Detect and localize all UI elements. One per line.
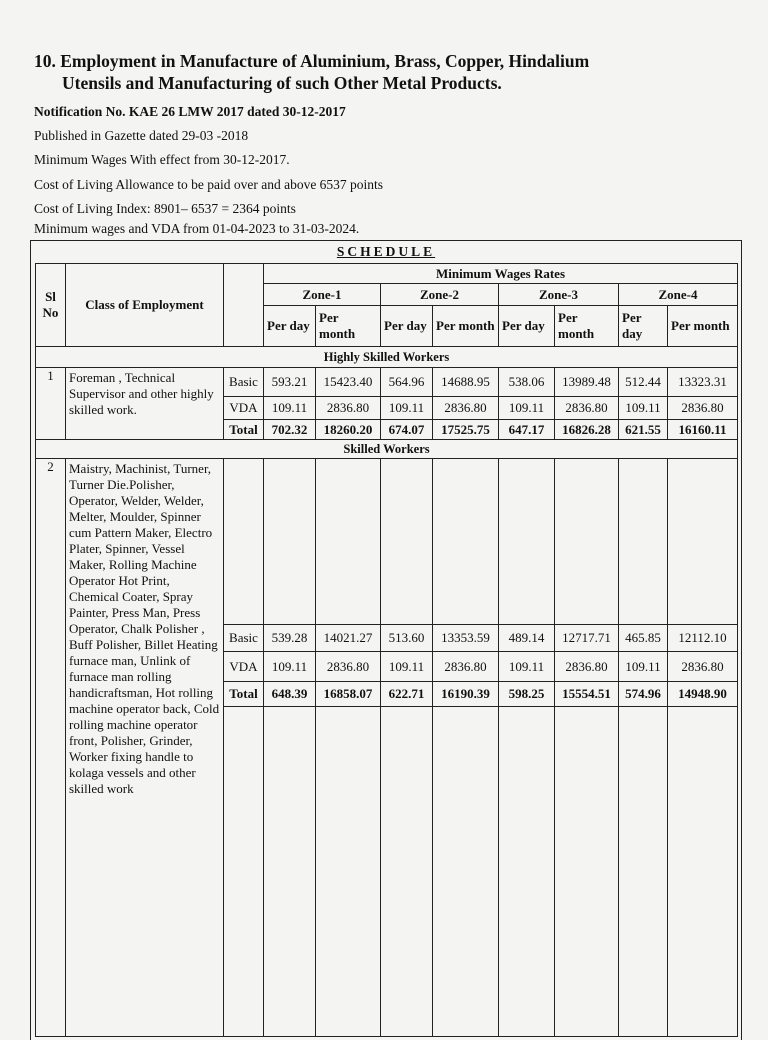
wage-cell: 465.85 xyxy=(619,625,668,652)
wage-cell: 2836.80 xyxy=(668,397,738,420)
wage-cell: 539.28 xyxy=(264,625,316,652)
wage-cell: 16160.11 xyxy=(668,420,738,440)
table-row xyxy=(36,459,738,625)
schedule-table-container xyxy=(30,240,742,1040)
wage-cell: 16858.07 xyxy=(316,682,381,707)
wage-cell: 13353.59 xyxy=(433,625,499,652)
row-label-vda: VDA xyxy=(224,652,264,682)
wage-cell: 2836.80 xyxy=(433,652,499,682)
wage-cell: 489.14 xyxy=(499,625,555,652)
wage-cell: 13989.48 xyxy=(555,368,619,397)
wage-cell: 109.11 xyxy=(619,652,668,682)
header-per-day-zone-2: Per day xyxy=(381,306,433,347)
header-per-month-zone-3: Per month xyxy=(555,306,619,347)
wage-cell: 702.32 xyxy=(264,420,316,440)
wage-cell: 12112.10 xyxy=(668,625,738,652)
effective-date: Minimum Wages With effect from 30-12-2017. xyxy=(34,152,290,167)
gazette-date: Published in Gazette dated 29-03 -2018 xyxy=(34,128,249,143)
section-skilled: Skilled Workers xyxy=(36,440,738,459)
wage-cell: 15423.40 xyxy=(316,368,381,397)
wage-cell: 13323.31 xyxy=(668,368,738,397)
header-sl-no: Sl No xyxy=(36,264,66,347)
wage-cell: 16826.28 xyxy=(555,420,619,440)
header-per-month-zone-4: Per month xyxy=(668,306,738,347)
vda-period: Minimum wages and VDA from 01-04-2023 to 31-03-2024. xyxy=(34,221,360,236)
cola-note: Cost of Living Allowance to be paid over and above 6537 points xyxy=(34,177,384,192)
table-row xyxy=(36,368,738,397)
wage-cell: 109.11 xyxy=(264,652,316,682)
wage-cell: 109.11 xyxy=(499,652,555,682)
wage-cell: 18260.20 xyxy=(316,420,381,440)
header-zone-1: Zone-1 xyxy=(264,284,381,306)
header-per-month-zone-1: Per month xyxy=(316,306,381,347)
wage-cell: 14948.90 xyxy=(668,682,738,707)
wage-cell: 564.96 xyxy=(381,368,433,397)
header-class: Class of Employment xyxy=(66,264,224,347)
wage-cell: 2836.80 xyxy=(316,397,381,420)
wage-cell: 621.55 xyxy=(619,420,668,440)
wage-cell: 2836.80 xyxy=(668,652,738,682)
wage-cell: 15554.51 xyxy=(555,682,619,707)
schedule-heading xyxy=(31,241,741,263)
sl-number: 1 xyxy=(36,368,66,440)
header-per-month-zone-2: Per month xyxy=(433,306,499,347)
header-per-day-zone-3: Per day xyxy=(499,306,555,347)
wage-cell: 598.25 xyxy=(499,682,555,707)
sl-number: 2 xyxy=(36,459,66,1037)
wage-cell: 2836.80 xyxy=(555,652,619,682)
header-zone-4: Zone-4 xyxy=(619,284,738,306)
row-label-total: Total xyxy=(224,682,264,707)
row-label-vda: VDA xyxy=(224,397,264,420)
schedule-heading-text: SCHEDULE xyxy=(336,244,436,259)
wage-cell: 109.11 xyxy=(264,397,316,420)
wage-cell: 2836.80 xyxy=(316,652,381,682)
notification-number: Notification No. KAE 26 LMW 2017 dated 30-12-2017 xyxy=(34,104,346,119)
class-of-employment: Foreman , Technical Supervisor and other highly skilled work. xyxy=(66,368,224,440)
wage-cell: 12717.71 xyxy=(555,625,619,652)
header-rates: Minimum Wages Rates xyxy=(264,264,738,284)
wage-cell: 109.11 xyxy=(619,397,668,420)
wage-cell: 647.17 xyxy=(499,420,555,440)
section-highly-skilled: Highly Skilled Workers xyxy=(36,347,738,368)
row-label-basic: Basic xyxy=(224,625,264,652)
header-zone-3: Zone-3 xyxy=(499,284,619,306)
header-zone-2: Zone-2 xyxy=(381,284,499,306)
wage-cell: 14688.95 xyxy=(433,368,499,397)
wage-cell: 512.44 xyxy=(619,368,668,397)
wage-cell: 109.11 xyxy=(381,397,433,420)
wage-cell: 622.71 xyxy=(381,682,433,707)
wage-cell: 674.07 xyxy=(381,420,433,440)
wage-cell: 593.21 xyxy=(264,368,316,397)
class-of-employment: Maistry, Machinist, Turner, Turner Die.Polisher, Operator, Welder, Welder, Melter, Moulder, Spinner cum Pattern Maker, Electro Plater, Spinner, Vessel Maker, Rolling Machine Operator Hot Print, Chemical Coater, Spray Painter, Press Man, Press Operator, Chalk Polisher , Buff Polisher, Billet Heating furnace man, Unlink of furnace man rolling handicraftsman, Hot rolling machine operator back, Cold rolling machine operator front, Polisher, Grinder, Worker fixing handle to kolaga vessels and other skilled work xyxy=(66,459,224,1037)
wage-cell: 109.11 xyxy=(381,652,433,682)
wage-cell: 14021.27 xyxy=(316,625,381,652)
wage-cell: 648.39 xyxy=(264,682,316,707)
wage-cell: 513.60 xyxy=(381,625,433,652)
wage-cell: 17525.75 xyxy=(433,420,499,440)
wage-cell: 2836.80 xyxy=(433,397,499,420)
header-per-day-zone-4: Per day xyxy=(619,306,668,347)
wage-cell: 2836.80 xyxy=(555,397,619,420)
row-label-total: Total xyxy=(224,420,264,440)
row-label-basic: Basic xyxy=(224,368,264,397)
title-line-1: 10. Employment in Manufacture of Aluminium, Brass, Copper, Hindalium xyxy=(34,51,590,71)
wage-cell: 16190.39 xyxy=(433,682,499,707)
title-line-2: Utensils and Manufacturing of such Other Metal Products. xyxy=(62,73,502,93)
wage-cell: 109.11 xyxy=(499,397,555,420)
wage-schedule-table xyxy=(35,263,738,1037)
document-title xyxy=(34,50,589,94)
wage-cell: 574.96 xyxy=(619,682,668,707)
header-per-day-zone-1: Per day xyxy=(264,306,316,347)
wage-cell: 538.06 xyxy=(499,368,555,397)
cost-of-living-index: Cost of Living Index: 8901– 6537 = 2364 points xyxy=(34,201,296,216)
